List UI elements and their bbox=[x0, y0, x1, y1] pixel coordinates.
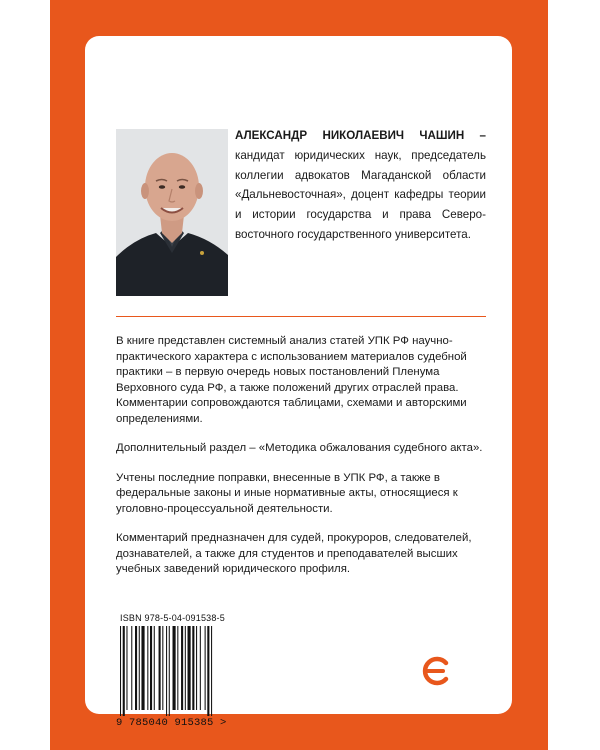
description-paragraph: Дополнительный раздел – «Методика обжалования судебного акта». bbox=[116, 442, 483, 454]
description-paragraph: Учтены последние поправки, внесенные в УПК РФ, а также в федеральные законы и иные нормативные акты, относящиеся к уголовно-процессуальной деятельности. bbox=[116, 471, 458, 515]
author-bio-text: кандидат юридических наук, председатель коллегии адвокатов Магаданской области «Дальневосточная», доцент кафедры теории и истории государства и права Северо-восточного государственного университета. bbox=[235, 148, 486, 241]
barcode-digits: 9 785040 915385 > bbox=[116, 717, 227, 729]
eksmo-logo-icon bbox=[419, 654, 453, 688]
barcode-image bbox=[118, 626, 240, 716]
author-bio bbox=[235, 126, 486, 245]
book-description bbox=[116, 334, 486, 592]
cover-content-card bbox=[85, 36, 512, 729]
description-paragraph: Комментарий предназначен для судей, прокуроров, следователей, дознавателей, а также для студентов и преподавателей высших учебных заведений юридического профиля. bbox=[116, 532, 472, 575]
author-name: АЛЕКСАНДР НИКОЛАЕВИЧ ЧАШИН – bbox=[235, 129, 486, 142]
author-photo bbox=[116, 129, 228, 296]
isbn-label: ISBN 978-5-04-091538-5 bbox=[120, 613, 225, 623]
description-paragraph: В книге представлен системный анализ статей УПК РФ научно-практического характера с использованием материалов судебной практики – в первую очередь новых постановлений Пленума Верховного суда РФ, а также положений других отраслей права. Комментарии сопровождаются таблицами, схемами и авторскими определениями. bbox=[116, 335, 467, 425]
orange-divider bbox=[116, 316, 486, 317]
